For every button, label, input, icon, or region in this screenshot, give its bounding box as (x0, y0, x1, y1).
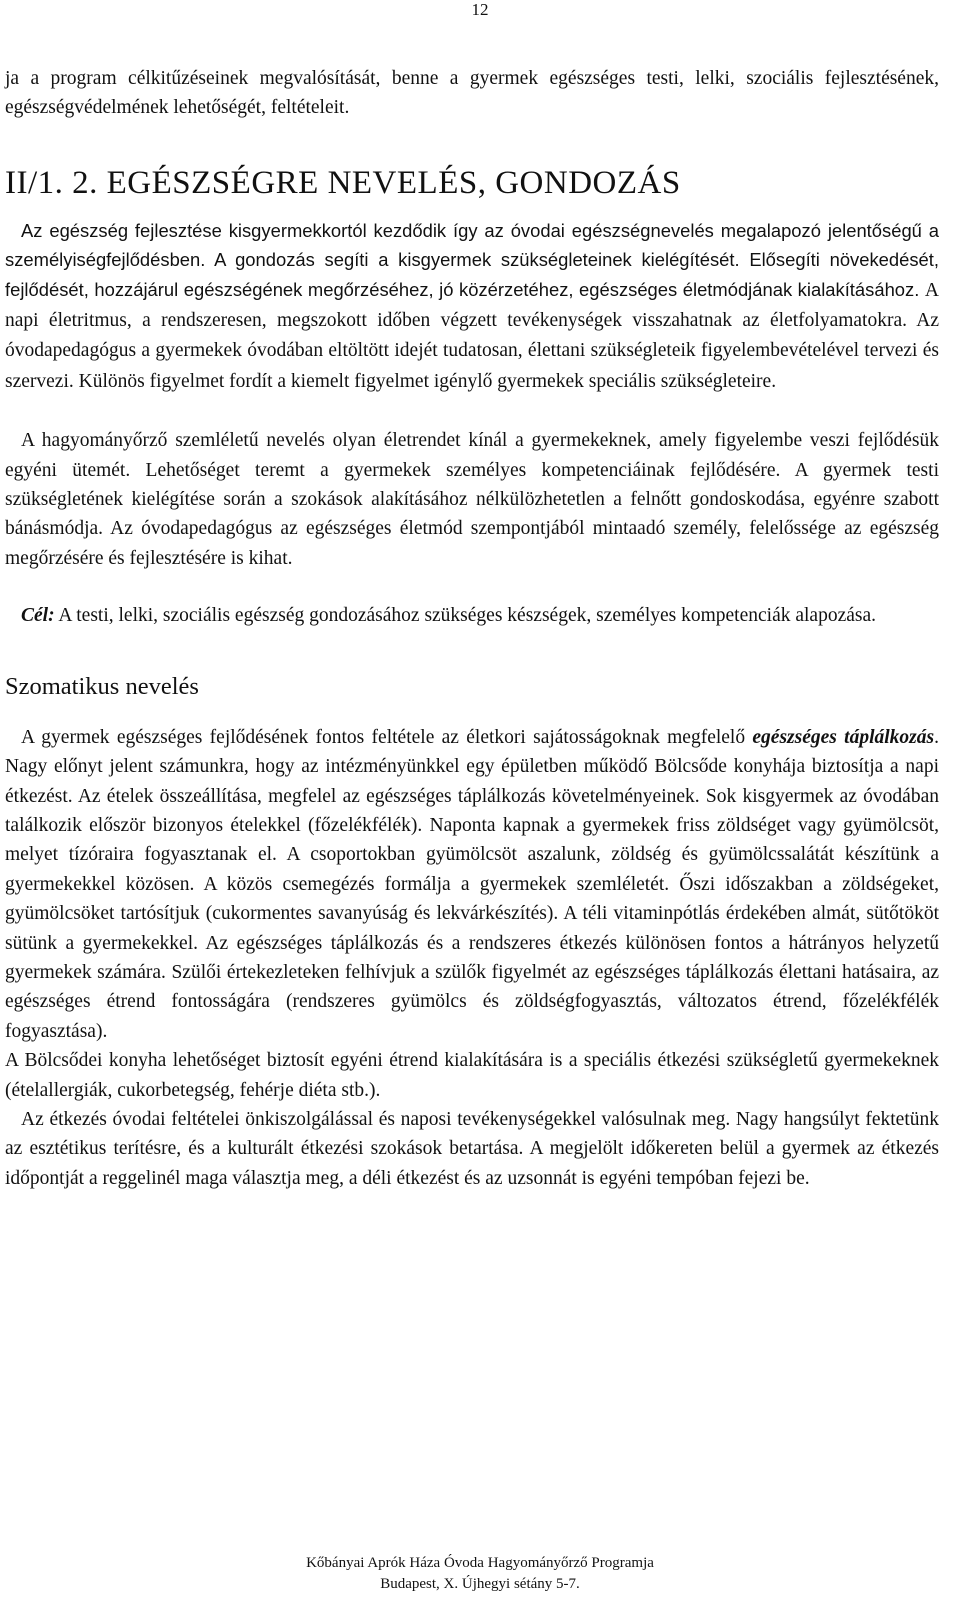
intro-paragraph: ja a program célkitűzéseinek megvalósítását, benne a gyermek egészséges testi, lelki, szociális fejlesztésének, egészségvédelmének lehetőségét, feltételeit. (5, 68, 939, 119)
paragraph-kitchen: A Bölcsődei konyha lehetőséget biztosít egyéni étrend kialakítására is a speciális étkezési szükségletű gyermekeknek (ételallergiák, cukorbetegség, fehérje diéta stb.). (5, 1050, 939, 1101)
nutrition-text-rest: . Nagy előnyt jelent számunkra, hogy az intézményünkkel egy épületben működő Bölcsőde konyhája biztosítja a napi étkezést. Az ételek összeállítása, megfelel az egészséges táplálkozás követelményeinek. Sok kisgyermek az óvodában találkozik először bizonyos ételekkel (főzelékfélék). Naponta kapnak a gyermekek friss zöldséget vagy gyümölcsöt, melyet tízóraira fogyasztanak el. A csoportokban gyümölcsöt aszalunk, zöldség és gyümölcssalátát készítünk a gyermekekkel közösen. A közös csemegézés formálja a gyermekek szemléletét. Őszi időszakban a zöldségeket, gyümölcsöket tartósítjuk (cukormentes savanyúság és lekvárkészítés). A téli vitaminpótlás érdekében almát, sütőtököt sütünk a gyermekekkel. Az egészséges táplálkozás és a rendszeres étkezés különösen fontos a hátrányos helyzetű gyermekek számára. Szülői értekezleteken felhívjuk a szülők figyelmét az egészséges táplálkozás élettani hatásaira, az egészséges étrend fontosságára (rendszeres gyümölcs és zöldségfogyasztás, változatos étrend, főzelékfélék fogyasztása). (5, 726, 939, 1042)
page-number: 12 (471, 0, 489, 19)
document-body (5, 64, 939, 1193)
section-heading: II/1. 2. EGÉSZSÉGRE NEVELÉS, GONDOZÁS (5, 164, 681, 201)
goal-text: A testi, lelki, szociális egészség gondozásához szükséges készségek, személyes kompetenciák alapozása. (54, 605, 877, 627)
page-footer (0, 1553, 960, 1595)
paragraph-meals: Az étkezés óvodai feltételei önkiszolgálással és naposi tevékenységekkel valósulnak meg. Nagy hangsúlyt fektetünk az esztétikus terítésre, és a kulturált étkezési szokások betartása. A megjelölt időkereten belül a gyermek az étkezés időpontját a reggelinél maga választja meg, a déli étkezést és az uzsonnát is egyéni tempóban fejezi be. (5, 1108, 939, 1189)
nutrition-text-start: A gyermek egészséges fejlődésének fontos feltétele az életkori sajátosságoknak megfelelő (21, 726, 753, 748)
paragraph-1-part-b: A gondozás segíti a kisgyermek szükségleteinek kielégítését. Elősegíti növekedését, fejlődését, hozzájárul egészségének megőrzéséhez, jó közérzetéhez, egészséges életmódjának kialakításához. (5, 249, 939, 300)
healthy-nutrition-emphasis: egészséges táplálkozás (752, 726, 935, 748)
paragraph-1-part-c: A napi életritmus, a rendszeresen, megszokott időben végzett tevékenységek visszahatnak az életfolyamatokra. Az óvodapedagógus a gyermekek óvodában eltöltött idejét tudatosan, élettani szükségleteik figyelembevételével tervezi és szervezi. Különös figyelmet fordít a kiemelt figyelmet igénylő gyermekek speciális szükségleteire. (5, 279, 939, 392)
paragraph-health-development (5, 216, 939, 396)
subsection-heading: Szomatikus nevelés (5, 672, 199, 700)
paragraph-tradition: A hagyományőrző szemléletű nevelés olyan életrendet kínál a gyermekeknek, amely figyelembe veszi fejlődésük egyéni ütemét. Lehetőséget teremt a gyermekek személyes kompetenciáinak fejlődésére. A gyermek testi szükségletének kielégítése során a szokások alakításához nélkülözhetetlen a felnőtt gondoskodása, egyénre szabott bánásmódja. Az óvodapedagógus az egészséges életmód szempontjából mintaadó személy, felelőssége az egészség megőrzésére és fejlesztésére is kihat. (5, 430, 939, 569)
footer-address: Budapest, X. Újhegyi sétány 5-7. (380, 1576, 580, 1592)
paragraph-nutrition (5, 723, 939, 1046)
paragraph-1-part-a: Az egészség fejlesztése kisgyermekkortól kezdődik így az óvodai egészségnevelés megalapozó jelentőségű a személyiségfejlődésben. (5, 219, 939, 271)
footer-program-name: Kőbányai Aprók Háza Óvoda Hagyományőrző Programja (306, 1555, 654, 1571)
goal-label: Cél: (21, 605, 55, 627)
goal-paragraph (5, 601, 939, 630)
